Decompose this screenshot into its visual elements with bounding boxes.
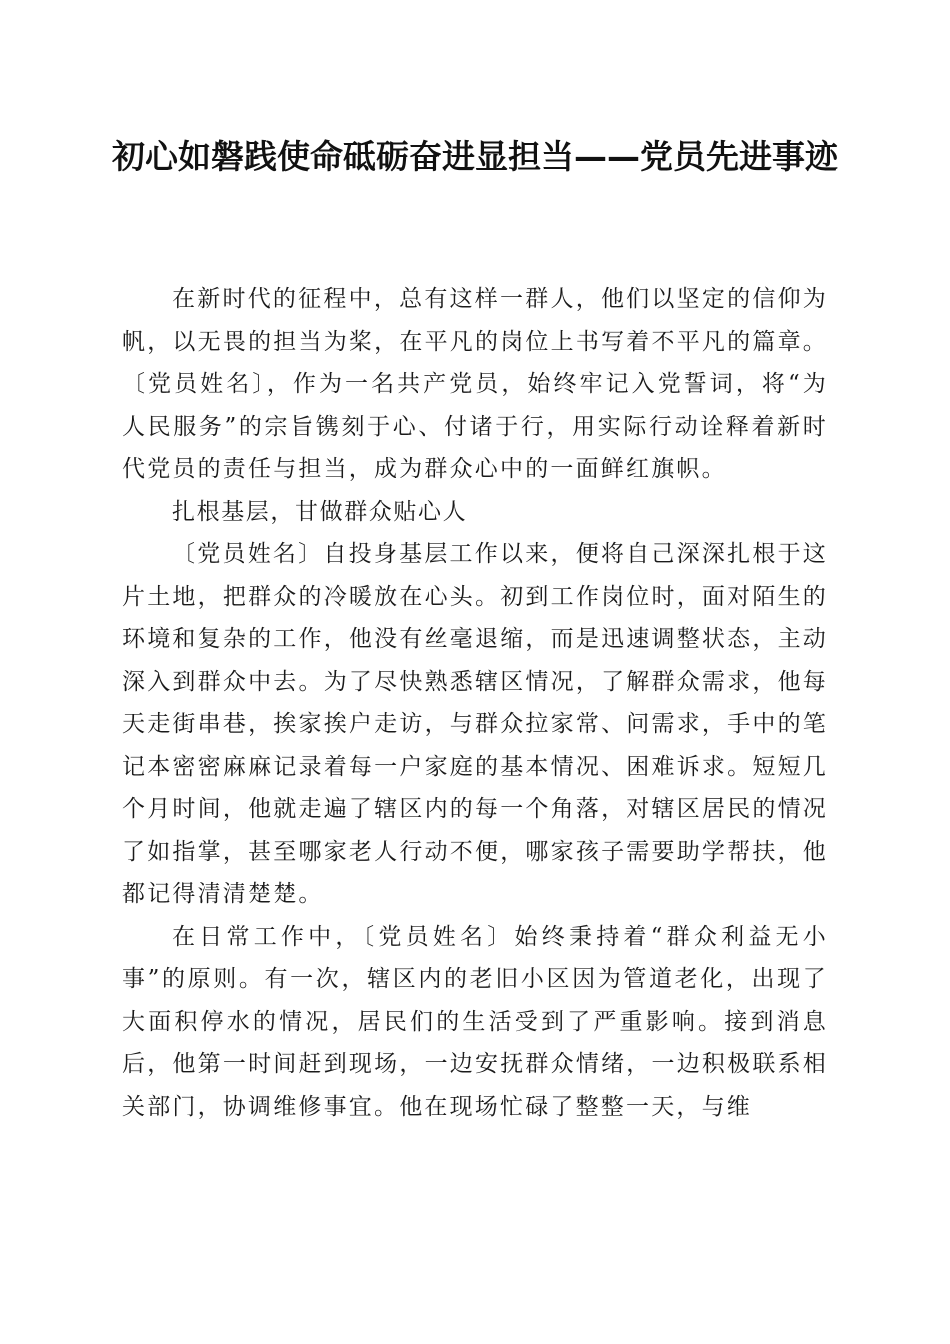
body-paragraph: 在日常工作中，〔党员姓名〕始终秉持着“群众利益无小事”的原则。有一次，辖区内的老旧小区因为管道老化，出现了大面积停水的情况，居民们的生活受到了严重影响。接到消息后，他第一时间赶到现场，一边安抚群众情绪，一边积极联系相关部门，协调维修事宜。他在现场忙碌了整整一天，与维: [122, 923, 828, 1120]
section-heading: 扎根基层，甘做群众贴心人: [172, 498, 468, 525]
document-title: 初心如磐践使命砥砺奋进显担当——党员先进事迹: [112, 137, 838, 176]
intro-paragraph: 在新时代的征程中，总有这样一群人，他们以坚定的信仰为帆，以无畏的担当为桨，在平凡的岗位上书写着不平凡的篇章。〔党员姓名〕，作为一名共产党员，始终牢记入党誓词，将“为人民服务”的宗旨镌刻于心、付诸于行，用实际行动诠释着新时代党员的责任与担当，成为群众心中的一面鲜红旗帜。: [122, 286, 828, 482]
body-paragraph: 〔党员姓名〕自投身基层工作以来，便将自己深深扎根于这片土地，把群众的冷暖放在心头。初到工作岗位时，面对陌生的环境和复杂的工作，他没有丝毫退缩，而是迅速调整状态，主动深入到群众中去。为了尽快熟悉辖区情况，了解群众需求，他每天走街串巷，挨家挨户走访，与群众拉家常、问需求，手中的笔记本密密麻麻记录着每一户家庭的基本情况、困难诉求。短短几个月时间，他就走遍了辖区内的每一个角落，对辖区居民的情况了如指掌，甚至哪家老人行动不便，哪家孩子需要助学帮扶，他都记得清清楚楚。: [122, 541, 828, 907]
document-body: [122, 278, 828, 1128]
